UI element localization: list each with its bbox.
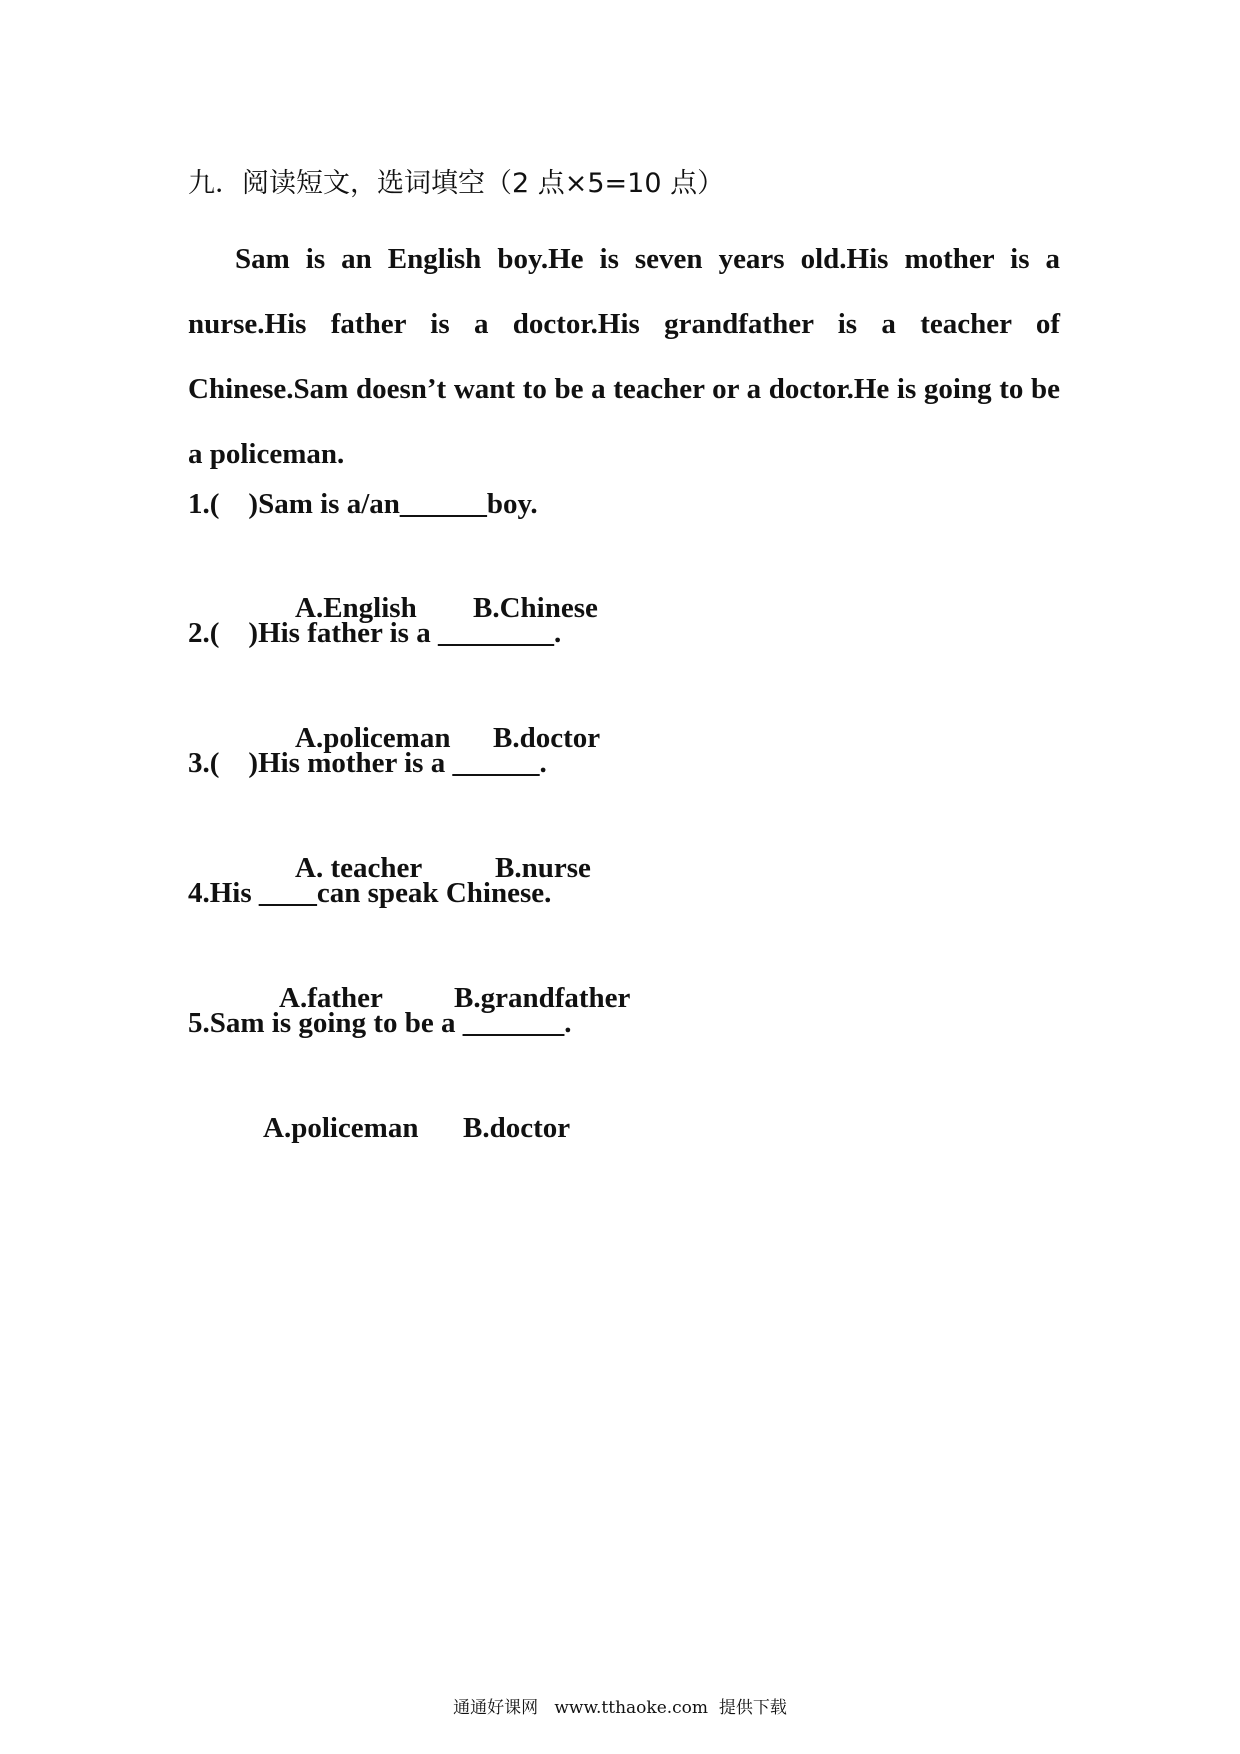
question-3-stem: 3.( )His mother is a ______. (188, 747, 547, 779)
question-3-option-a: A. teacher (295, 852, 423, 884)
question-4-option-a: A.father (279, 982, 383, 1014)
reading-passage: Sam is an English boy.He is seven years old.His mother is a nurse.His father is a doctor.His grandfather is a teacher of Chinese.Sam doesn’t want to be a teacher or a doctor.He is going to be a policeman. (188, 243, 1060, 470)
question-5-options (234, 1068, 570, 1188)
question-1-stem: 1.( )Sam is a/an______boy. (188, 488, 538, 520)
question-1-option-a: A.English (295, 592, 417, 624)
question-4-option-b: B.grandfather (454, 982, 631, 1014)
question-2-stem: 2.( )His father is a ________. (188, 617, 562, 649)
question-3-option-b: B.nurse (495, 852, 591, 884)
section-heading: 九．阅读短文，选词填空（2 点×5=10 点） (188, 168, 725, 199)
question-5-option-a: A.policeman (263, 1112, 419, 1144)
question-1-option-b: B.Chinese (473, 592, 598, 624)
question-4-stem: 4.His ____can speak Chinese. (188, 877, 552, 909)
question-2-option-b: B.doctor (493, 722, 601, 754)
page-footer: 通通好课网 www.tthaoke.com 提供下载 (453, 1698, 787, 1718)
question-5-option-b: B.doctor (463, 1112, 571, 1144)
question-5-stem: 5.Sam is going to be a _______. (188, 1007, 572, 1039)
question-2-option-a: A.policeman (295, 722, 451, 754)
